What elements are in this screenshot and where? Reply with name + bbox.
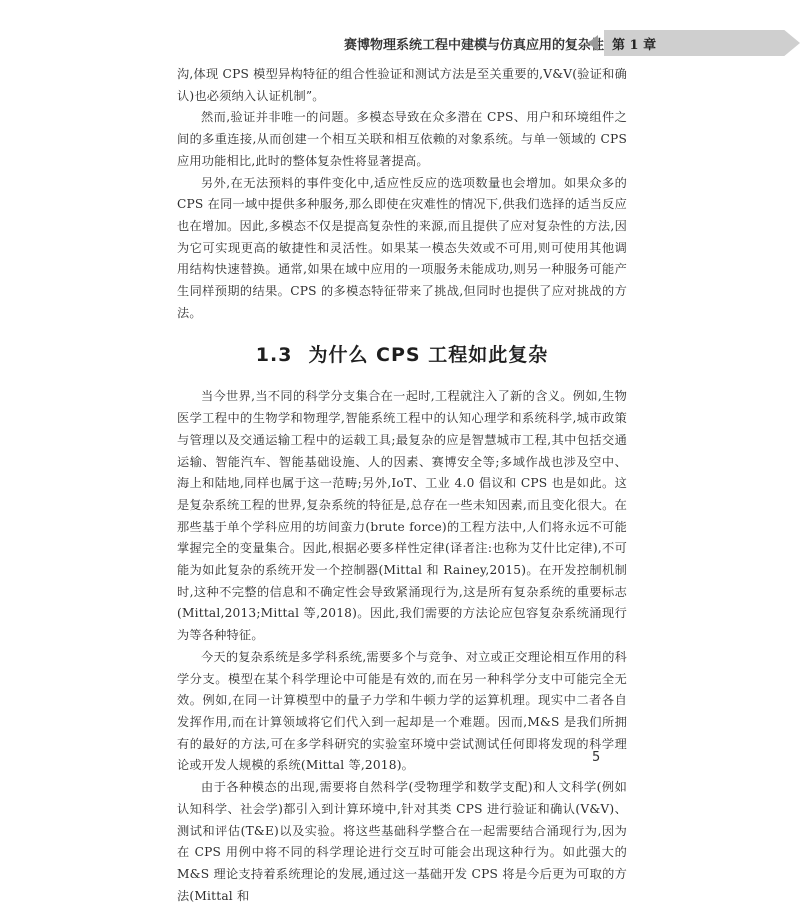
header-arrow-decoration: [588, 35, 598, 51]
running-header: [0, 30, 800, 56]
paragraph: 今天的复杂系统是多学科系统,需要多个与竞争、对立或正交理论相互作用的科学分支。模型在某个科学理论中可能是有效的,而在另一种科学分支中可能完全无效。例如,在同一计算模型中的量子力学和牛顿力学的运算机理。现实中二者各自发挥作用,而在计算领域将它们代入到一起却是一个难题。因而,M&S 是我们所拥有的最好的方法,可在多学科研究的实验室环境中尝试测试任何即将发现的科学理论或开发人规模的系统(Mittal 等,2018)。: [177, 649, 627, 773]
chapter-label: 第 1 章: [612, 38, 657, 53]
section-heading: [177, 342, 627, 368]
section-title: 为什么 CPS 工程如此复杂: [308, 344, 549, 367]
paragraph: 另外,在无法预料的事件变化中,适应性反应的选项数量也会增加。如果众多的 CPS 在同一域中提供多种服务,那么即使在灾难性的情况下,供我们选择的适当反应也在增加。因此,多模态不仅是提高复杂性的来源,而且提供了应对复杂性的方法,因为它可实现更高的敏捷性和灵活性。如果某一模态失效或不可用,则可使用其他调用结构快速替换。通常,如果在域中应用的一项服务未能成功,则另一种服务可能产生同样预期的结果。CPS 的多模态特征带来了挑战,但同时也提供了应对挑战的方法。: [177, 175, 627, 320]
paragraph: 当今世界,当不同的科学分支集合在一起时,工程就注入了新的含义。例如,生物医学工程中的生物学和物理学,智能系统工程中的认知心理学和系统科学,城市政策与管理以及交通运输工程中的运载工具;最复杂的应是智慧城市工程,其中包括交通运输、智能汽车、智能基础设施、人的因素、赛博安全等;多域作战也涉及空中、海上和陆地,同样也属于这一范畴;另外,IoT、工业 4.0 倡议和 CPS 也是如此。这是复杂系统工程的世界,复杂系统的特征是,总存在一些未知因素,而且变化很大。在那些基于单个学科应用的坊间蛮力(brute force)的工程方法中,人们将永远不可能掌握完全的变量集合。因此,根据必要多样性定律(译者注:也称为艾什比定律),不可能为如此复杂的系统开发一个控制器(Mittal 和 Rainey,2015)。在开发控制机制时,这种不完整的信息和不确定性会导致紧涌现行为,这是所有复杂系统的重要标志(Mittal,2013;Mittal 等,2018)。因此,我们需要的方法论应包容复杂系统涌现行为等各种特征。: [177, 389, 627, 643]
paragraph: 然而,验证并非唯一的问题。多模态导致在众多潜在 CPS、用户和环境组件之间的多重连接,从而创建一个相互关联和相互依赖的对象系统。与单一领域的 CPS 应用功能相比,此时的整体复杂性将显著提高。: [177, 110, 627, 168]
page-body: [177, 64, 627, 907]
paragraph: 由于各种模态的出现,需要将自然科学(受物理学和数学支配)和人文科学(例如认知科学、社会学)都引入到计算环境中,针对其类 CPS 进行验证和确认(V&V)、测试和评估(T&E)以及实验。将这些基础科学整合在一起需要结合涌现行为,因为在 CPS 用例中将不同的科学理论进行交互时可能会出现这种行为。如此强大的 M&S 理论支持着系统理论的发展,通过这一基础开发 CPS 将是今后更为可取的方法(Mittal 和: [177, 780, 627, 903]
running-header-title: 赛博物理系统工程中建模与仿真应用的复杂性: [343, 38, 604, 53]
paragraph: 沟,体现 CPS 模型异构特征的组合性验证和测试方法是至关重要的,V&V(验证和确认)也必须纳入认证机制”。: [177, 67, 627, 103]
section-number: 1.3: [255, 344, 293, 367]
page-number: 5: [592, 750, 601, 765]
